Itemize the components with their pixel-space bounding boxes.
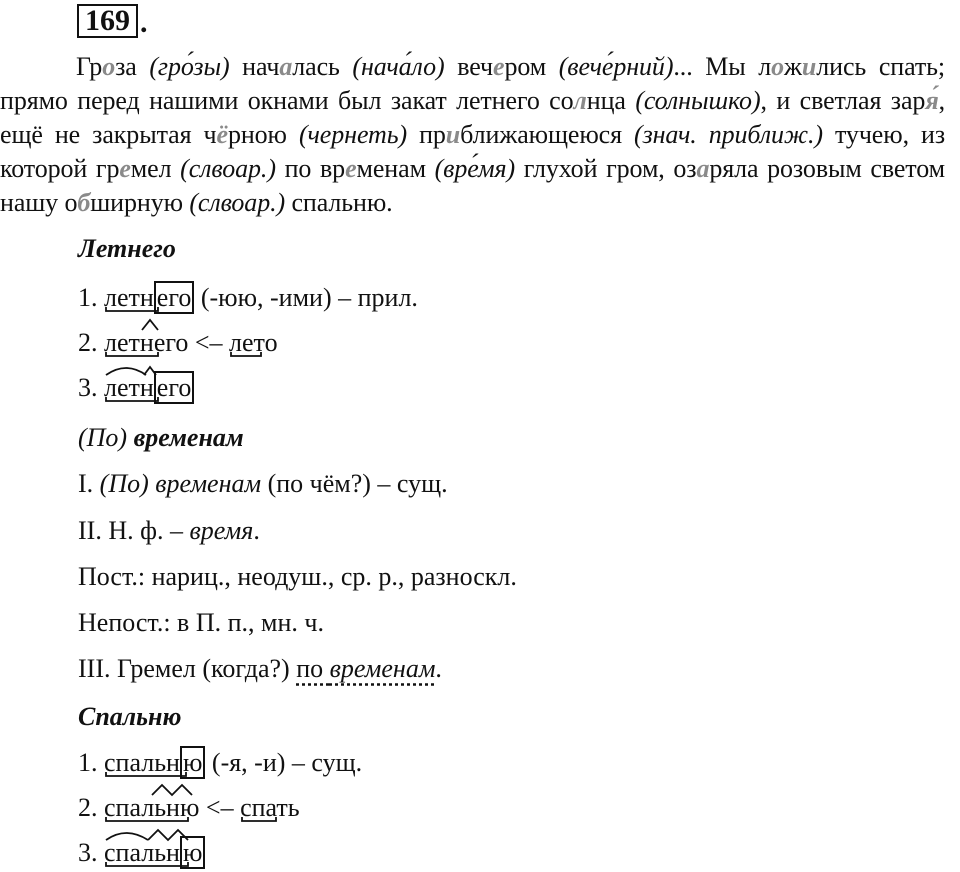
- paragraph-text: Гр: [76, 52, 103, 81]
- checked-vowel: о: [102, 52, 116, 81]
- word-part: лет: [104, 328, 140, 357]
- vremenam-line-iii: [78, 652, 442, 686]
- letnego-line-1: [78, 281, 418, 315]
- check-word-hint: (знач. приближ.): [634, 120, 823, 149]
- vremenam-line-i: [78, 467, 448, 501]
- source-word: [229, 326, 278, 360]
- morph-info: (-я, -и) – сущ.: [205, 748, 363, 777]
- vremenam-line-nepost: Непост.: в П. п., мн. ч.: [78, 608, 324, 637]
- morph-word: [104, 746, 205, 780]
- checked-vowel: о: [771, 52, 785, 81]
- source-word-text: спать: [240, 793, 300, 822]
- paragraph-text: , ещё не закрытая ч: [0, 86, 946, 149]
- paragraph-text: спальню.: [285, 188, 393, 217]
- word-stem: летн: [104, 283, 154, 312]
- check-word-hint: (нача́ло): [352, 52, 445, 81]
- word-ending: ю: [180, 746, 205, 779]
- word-ending: его: [154, 281, 195, 314]
- word-stem: спальн: [104, 748, 180, 777]
- morph-info: (-юю, -ими) – прил.: [194, 283, 418, 312]
- analyzed-word: (По) временам: [99, 469, 262, 498]
- morph-word: [104, 281, 194, 315]
- paragraph-text: тучею, из которой гр: [0, 120, 946, 183]
- line-number: 3.: [78, 838, 98, 867]
- vremenam-line-post: Пост.: нариц., неодуш., ср. р., разноскл.: [78, 562, 517, 591]
- initial-form: время: [189, 516, 254, 545]
- word-part: его: [153, 328, 189, 357]
- paragraph-text: веч: [444, 52, 493, 81]
- paragraph-text: за: [115, 52, 150, 81]
- word-stem: спальн: [104, 838, 180, 867]
- check-word-hint: (вре́мя): [434, 154, 516, 183]
- line-number: I.: [78, 469, 94, 498]
- line-number: II. Н. ф. –: [78, 516, 190, 545]
- line-number: III. Гремел (когда?): [78, 654, 297, 683]
- check-word-hint: (слвоар.): [189, 188, 286, 217]
- morpheme-breakdown: [104, 371, 194, 405]
- paragraph-text: ... Мы л: [673, 52, 772, 81]
- paragraph-text: лась: [292, 52, 353, 81]
- paragraph-text: , и светлая зар: [760, 86, 926, 115]
- derivation-arrow: <–: [188, 328, 230, 357]
- checked-vowel: и: [445, 120, 461, 149]
- checked-vowel: е: [119, 154, 131, 183]
- spalnyu-line-1: [78, 746, 362, 780]
- checked-vowel: б: [77, 188, 91, 217]
- spalnyu-line-2: [78, 791, 300, 825]
- line-number: 1.: [78, 283, 98, 312]
- source-word-text: лето: [229, 328, 278, 357]
- heading-word: временам: [133, 423, 244, 452]
- paragraph-text: рною: [227, 120, 299, 149]
- line-number: 3.: [78, 373, 98, 402]
- paragraph-text: ж: [784, 52, 802, 81]
- adverbial-preposition: по: [296, 654, 330, 683]
- derivation-arrow: <–: [199, 793, 241, 822]
- line-number: 2.: [78, 793, 98, 822]
- heading-spalnyu: Спальню: [78, 702, 182, 731]
- word-part: н: [139, 328, 154, 357]
- exercise-number: [77, 4, 148, 38]
- checked-vowel: и: [801, 52, 817, 81]
- exercise-number-dot: .: [140, 6, 148, 39]
- checked-vowel: е: [493, 52, 505, 81]
- morph-info: (по чём?) – сущ.: [261, 469, 448, 498]
- heading-vremenam: [78, 421, 244, 455]
- adverbial-modifier: [296, 654, 435, 683]
- checked-vowel: а: [696, 154, 710, 183]
- checked-vowel: а: [279, 52, 293, 81]
- paragraph-text: ближающеюся: [460, 120, 635, 149]
- word-ending: ю: [180, 836, 205, 869]
- morpheme-breakdown: [104, 836, 205, 870]
- heading-letnego: Летнего: [78, 234, 176, 263]
- word-ending: его: [154, 371, 195, 404]
- source-word: [240, 791, 300, 825]
- paragraph-text: ром: [504, 52, 559, 81]
- paragraph-text: нца: [586, 86, 636, 115]
- line-number: 2.: [78, 328, 98, 357]
- checked-vowel: е: [345, 154, 357, 183]
- paragraph-text: ширную: [90, 188, 190, 217]
- paragraph-text: ряла розовым светом нашу о: [0, 154, 945, 217]
- adverbial-word: временам: [329, 654, 436, 683]
- paragraph-text: лись спать; прямо перед нашими окнами был закат летнего со: [0, 52, 945, 115]
- check-word-hint: (вече́рний): [558, 52, 674, 81]
- derived-word-text: спальню: [104, 793, 200, 822]
- checked-vowel: л: [573, 86, 587, 115]
- punctuation: .: [435, 654, 442, 683]
- paragraph-text: менам: [356, 154, 435, 183]
- paragraph-text: глухой гром, оз: [515, 154, 697, 183]
- line-number: 1.: [78, 748, 98, 777]
- word-stem: летн: [104, 373, 154, 402]
- paragraph-text: по вр: [275, 154, 346, 183]
- letnego-line-3: [78, 371, 194, 405]
- paragraph-text: мел: [130, 154, 181, 183]
- derived-word: [104, 326, 188, 360]
- heading-preposition: (По): [78, 423, 128, 452]
- check-word-hint: (чернеть): [298, 120, 408, 149]
- paragraph-text: пр: [407, 120, 446, 149]
- check-word-hint: (гро́зы): [149, 52, 230, 81]
- paragraph-text: нач: [229, 52, 280, 81]
- letnego-line-2: [78, 326, 278, 360]
- check-word-hint: (солнышко): [635, 86, 761, 115]
- exercise-paragraph: [0, 50, 945, 220]
- check-word-hint: (слвоар.): [180, 154, 276, 183]
- derived-word: [104, 791, 199, 825]
- punctuation: .: [253, 516, 260, 545]
- exercise-number-box: 169: [77, 4, 138, 38]
- checked-vowel: ё: [216, 120, 228, 149]
- spalnyu-line-3: [78, 836, 205, 870]
- checked-vowel: я́: [925, 86, 939, 115]
- vremenam-line-ii: [78, 514, 260, 548]
